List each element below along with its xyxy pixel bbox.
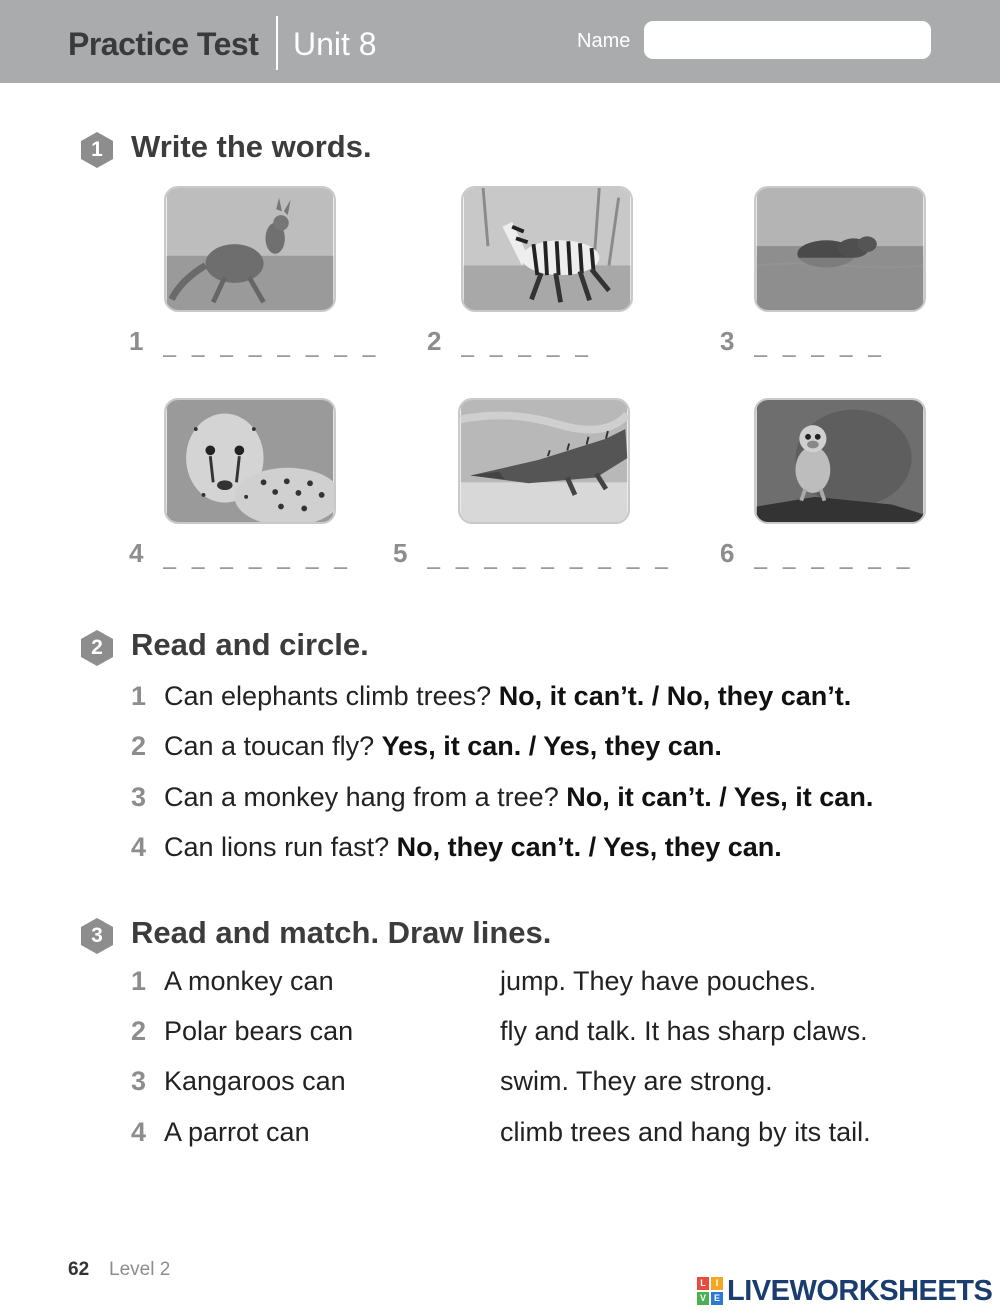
item-6-number: 6 [720, 538, 735, 568]
question-number: 4 [131, 832, 147, 862]
item-6-blank[interactable]: _ _ _ _ _ _ [754, 544, 911, 569]
question-text: Can a monkey hang from a tree? [164, 782, 567, 812]
section-3-title: Read and match. Draw lines. [131, 915, 552, 950]
question-text: Can a toucan fly? [164, 731, 382, 761]
section-3-number: 3 [91, 924, 103, 947]
kangaroo-photo [164, 186, 336, 312]
section-1-number: 1 [91, 138, 103, 161]
section-2-badge [79, 629, 115, 667]
item-2-number: 2 [427, 326, 442, 356]
question-number: 2 [131, 731, 147, 761]
match-number: 3 [131, 1066, 147, 1096]
level-label: Level 2 [109, 1259, 171, 1280]
match-right-1[interactable]: jump. They have pouches. [500, 966, 817, 996]
match-left-text: A parrot can [164, 1117, 310, 1147]
answer-choices[interactable]: Yes, it can. / Yes, they can. [381, 731, 722, 761]
item-1-blank[interactable]: _ _ _ _ _ _ _ _ [163, 332, 377, 357]
item-3-blank[interactable]: _ _ _ _ _ [754, 332, 883, 357]
answer-choices[interactable]: No, it can’t. / No, they can’t. [498, 681, 852, 711]
section-1-badge [79, 131, 115, 169]
zebra-photo [461, 186, 633, 312]
match-right-2[interactable]: fly and talk. It has sharp claws. [500, 1016, 868, 1046]
match-number: 2 [131, 1016, 147, 1046]
match-number: 1 [131, 966, 147, 996]
question-number: 1 [131, 681, 147, 711]
item-4-blank[interactable]: _ _ _ _ _ _ _ [163, 544, 349, 569]
answer-choices[interactable]: No, they can’t. / Yes, they can. [396, 832, 782, 862]
question-row-4 [131, 832, 782, 863]
match-left-4[interactable] [131, 1117, 310, 1148]
question-row-1 [131, 681, 851, 712]
match-right-3[interactable]: swim. They are strong. [500, 1066, 773, 1096]
question-text: Can elephants climb trees? [164, 681, 499, 711]
crocodile-photo [458, 398, 630, 524]
header-divider [276, 16, 278, 70]
name-label: Name [577, 30, 631, 52]
page-number: 62 [68, 1259, 90, 1280]
match-left-text: Polar bears can [164, 1016, 354, 1046]
unit-label: Unit 8 [293, 26, 377, 62]
header-bar [0, 0, 1000, 83]
item-5-blank[interactable]: _ _ _ _ _ _ _ _ _ [427, 544, 670, 569]
logo-text: LIVEWORKSHEETS [727, 1274, 993, 1307]
question-row-3 [131, 782, 873, 813]
section-2-title: Read and circle. [131, 627, 369, 662]
match-left-text: Kangaroos can [164, 1066, 346, 1096]
question-text: Can lions run fast? [164, 832, 397, 862]
match-number: 4 [131, 1117, 147, 1147]
monkey-photo [754, 398, 926, 524]
logo-blocks-icon: L I V E [697, 1277, 723, 1305]
hippo-photo [754, 186, 926, 312]
match-left-3[interactable] [131, 1066, 346, 1097]
name-input[interactable] [644, 21, 931, 59]
match-left-1[interactable] [131, 966, 334, 997]
section-3-badge [79, 917, 115, 955]
item-2-blank[interactable]: _ _ _ _ _ [461, 332, 590, 357]
liveworksheets-logo[interactable] [697, 1274, 992, 1308]
match-right-4[interactable]: climb trees and hang by its tail. [500, 1117, 871, 1147]
section-1-title: Write the words. [131, 129, 372, 164]
question-number: 3 [131, 782, 147, 812]
question-row-2 [131, 731, 722, 762]
item-3-number: 3 [720, 326, 735, 356]
page-title: Practice Test [68, 26, 259, 62]
match-left-2[interactable] [131, 1016, 353, 1047]
section-2-number: 2 [91, 636, 103, 659]
cheetah-photo [164, 398, 336, 524]
item-5-number: 5 [393, 538, 408, 568]
item-1-number: 1 [129, 326, 144, 356]
item-4-number: 4 [129, 538, 144, 568]
match-left-text: A monkey can [164, 966, 334, 996]
answer-choices[interactable]: No, it can’t. / Yes, it can. [566, 782, 874, 812]
